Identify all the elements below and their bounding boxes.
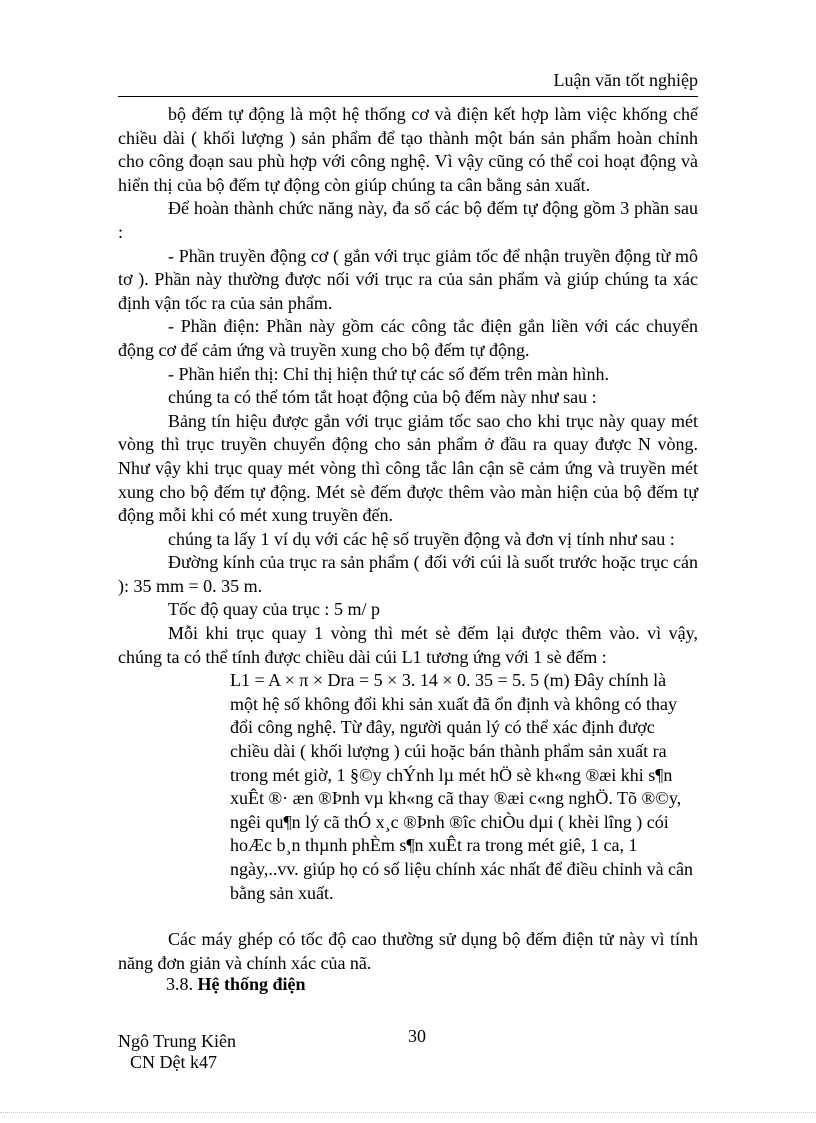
paragraph: - Phần điện: Phần này gồm các công tắc điện gắn liền với các chuyển động cơ để cảm ứng và truyền xung cho bộ đếm tự động.: [118, 316, 698, 360]
footer-class: CN Dệt k47: [130, 1052, 217, 1072]
paragraph: - Phần hiển thị: Chỉ thị hiện thứ tự các số đếm trên màn hình.: [168, 363, 609, 384]
section-title: Hệ thống điện: [197, 974, 306, 994]
paragraph: Bảng tín hiệu được gắn với trục giảm tốc sao cho khi trục này quay mét vòng thì trục truyền chuyển động cho sản phẩm ở đầu ra quay được N vòng. Như vậy khi trục quay mét vòng thì công tắc lân cận sẽ cảm ứng và truyền mét xung cho bộ đếm tự động. Mét sè đếm được thêm vào màn hiện của bộ đếm tự động mỗi khi có mét xung truyền đến.: [118, 410, 698, 526]
formula-paragraph: L1 = A × π × Dra = 5 × 3. 14 × 0. 35 = 5. 5 (m) Đây chính là một hệ số không đổi khi sản xuất đã ổn định và không có thay đổi công nghệ. Từ đây, người quản lý có thể xác định được chiều dài ( khối lượng ) cúi hoặc bán thành phẩm sản xuất ra trong mét giờ, 1 §©y chÝnh lµ mét hÖ sè kh«ng ®æi khi s¶n xuÊt ®· æn ®Þnh vµ kh«ng cã thay ®æi c«ng nghÖ. Tõ ®©y, ngêi qu¶n lý cã thÓ x¸c ®Þnh ®îc chiÒu dµi ( khèi lîng ) cói hoÆc b¸n thµnh phÈm s¶n xuÊt ra trong mét giê, 1 ca, 1 ngày,..vv. giúp họ có số liệu chính xác nhất để điều chỉnh và cân bằng sản xuất.: [230, 670, 694, 903]
paragraph: Mỗi khi trục quay 1 vòng thì mét sè đếm lại được thêm vào. vì vậy, chúng ta có thể tính được chiều dài cúi L1 tương ứng với 1 sè đếm :: [118, 623, 698, 667]
header-title: Luận văn tốt nghiệp: [553, 70, 698, 90]
section-heading: [166, 974, 306, 995]
paragraph: bộ đếm tự động là một hệ thống cơ và điện kết hợp làm việc khống chế chiều dài ( khối lượng ) sản phẩm để tạo thành một bán sản phẩm hoàn chỉnh cho công đoạn sau phù hợp với công nghệ. Vì vậy cũng có thể coi hoạt động và hiển thị của bộ đếm tự động còn giúp chúng ta cân bằng sản xuất.: [118, 104, 698, 195]
footer-author: Ngô Trung Kiên: [118, 1031, 237, 1051]
document-body: [118, 103, 698, 975]
page-header: [118, 68, 698, 97]
paragraph: - Phần truyền động cơ ( gắn với trục giảm tốc để nhận truyền động từ mô tơ ). Phần này thường được nối với trục ra của sản phẩm và giúp chúng ta xác định vận tốc ra của sản phẩm.: [118, 245, 698, 313]
paragraph: Đường kính của trục ra sản phẩm ( đối với cúi là suốt trước hoặc trục cán ): 35 mm = 0. 35 m.: [118, 552, 698, 596]
section-number: 3.8.: [166, 974, 193, 994]
paragraph: Để hoàn thành chức năng này, đa số các bộ đếm tự động gồm 3 phần sau :: [118, 198, 698, 242]
page-bottom-divider: [0, 1112, 816, 1113]
paragraph: chúng ta lấy 1 ví dụ với các hệ số truyền động và đơn vị tính như sau :: [168, 528, 675, 549]
paragraph: chúng ta có thể tóm tắt hoạt động của bộ đếm này như sau :: [168, 387, 597, 408]
paragraph: Các máy ghép có tốc độ cao thường sử dụng bộ đếm điện tử này vì tính năng đơn giản và chính xác của nã.: [118, 929, 698, 973]
paragraph: Tốc độ quay của trục : 5 m/ p: [168, 599, 380, 620]
page-number: 30: [408, 1026, 426, 1046]
